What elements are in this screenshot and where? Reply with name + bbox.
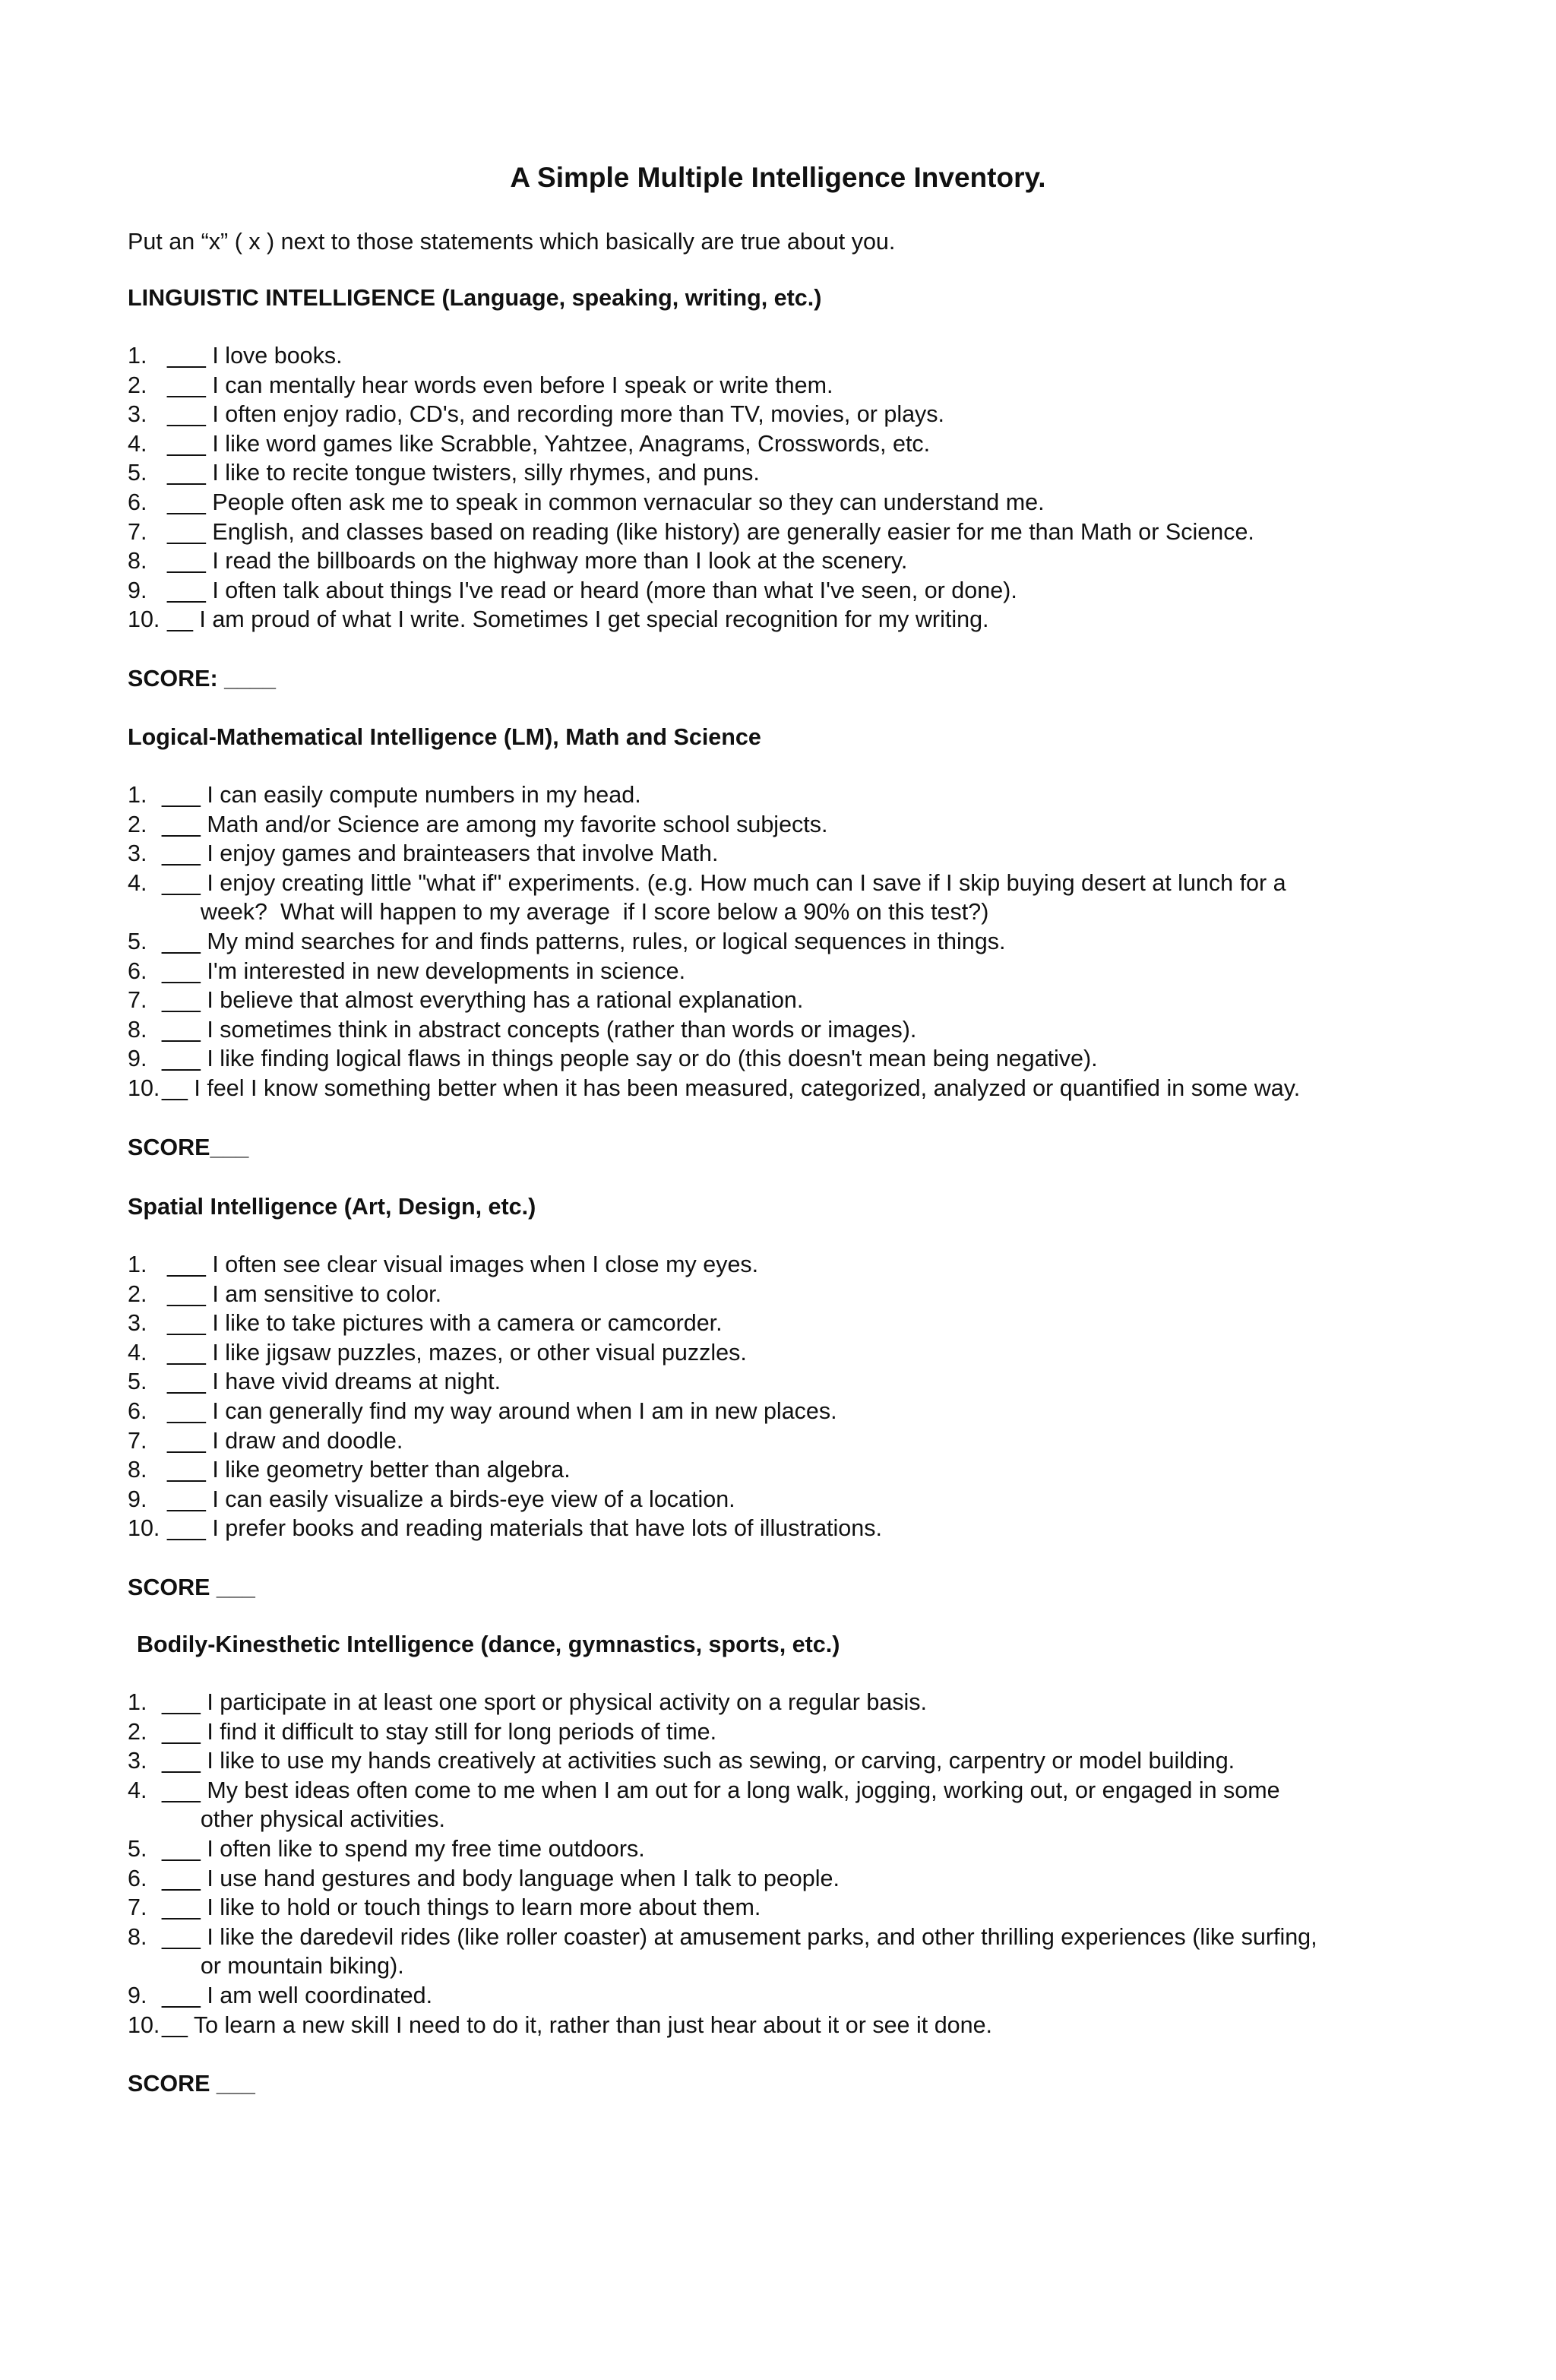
statement-text: ___ I enjoy games and brainteasers that involve Math. bbox=[162, 840, 719, 867]
statement-item bbox=[128, 957, 1434, 986]
statement-text: ___ I often talk about things I've read or heard (more than what I've seen, or done). bbox=[167, 577, 1017, 603]
statement-number: 3. bbox=[128, 1310, 147, 1337]
statement-number: 6. bbox=[128, 1865, 147, 1891]
statement-text: ___ I use hand gestures and body language when I talk to people. bbox=[162, 1865, 840, 1891]
statement-number: 5. bbox=[128, 928, 147, 954]
statement-item bbox=[128, 810, 1434, 840]
statement-text: __ I am proud of what I write. Sometimes I get special recognition for my writing. bbox=[167, 606, 989, 633]
statement-number: 10. bbox=[128, 606, 160, 633]
statement-number: 5. bbox=[128, 1835, 147, 1862]
statement-text: ___ My mind searches for and finds patterns, rules, or logical sequences in things. bbox=[162, 928, 1006, 954]
section-spatial bbox=[128, 1192, 1434, 1603]
statement-text: ___ English, and classes based on reading (like history) are generally easier for me than Math or Science. bbox=[167, 518, 1254, 545]
statement-number: 4. bbox=[128, 869, 147, 896]
statement-text: ___ I like geometry better than algebra. bbox=[167, 1457, 571, 1483]
statement-text: __ I feel I know something better when it has been measured, categorized, analyzed or quantified in some way. bbox=[162, 1074, 1301, 1101]
section-heading: Bodily-Kinesthetic Intelligence (dance, gymnastics, sports, etc.) bbox=[137, 1632, 840, 1657]
section-score: SCORE___ bbox=[128, 1134, 249, 1160]
statement-text: ___ I sometimes think in abstract concepts (rather than words or images). bbox=[162, 1016, 917, 1043]
statement-text: ___ I can generally find my way around when I am in new places. bbox=[167, 1397, 837, 1424]
statement-item bbox=[128, 2011, 1434, 2040]
statement-text: week? What will happen to my average if I score below a 90% on this test?) bbox=[162, 899, 989, 926]
statement-text: ___ I am well coordinated. bbox=[162, 1982, 433, 2008]
statement-number: 4. bbox=[128, 1777, 147, 1803]
statement-number: 10. bbox=[128, 1515, 160, 1542]
statement-item bbox=[128, 839, 1434, 869]
statement-text: ___ I believe that almost everything has a rational explanation. bbox=[162, 987, 804, 1014]
statement-item bbox=[128, 927, 1434, 957]
statement-item bbox=[128, 341, 1434, 371]
statement-item bbox=[128, 1455, 1434, 1485]
statement-text: ___ I like word games like Scrabble, Yahtzee, Anagrams, Crosswords, etc. bbox=[167, 430, 931, 457]
statement-item bbox=[128, 1514, 1434, 1543]
statement-item bbox=[128, 986, 1434, 1015]
statement-text: ___ I am sensitive to color. bbox=[167, 1280, 442, 1307]
statement-text: ___ I can easily compute numbers in my head. bbox=[162, 782, 641, 808]
statement-number: 9. bbox=[128, 577, 147, 603]
section-score: SCORE: ____ bbox=[128, 665, 276, 692]
statement-item bbox=[128, 1746, 1434, 1776]
statement-item bbox=[128, 1250, 1434, 1280]
statement-number: 7. bbox=[128, 518, 147, 545]
statement-text: ___ I participate in at least one sport or physical activity on a regular basis. bbox=[162, 1689, 928, 1715]
statement-item bbox=[128, 1309, 1434, 1338]
statement-item bbox=[128, 605, 1434, 635]
statement-text: ___ I enjoy creating little "what if" experiments. (e.g. How much can I save if I skip buying desert at lunch for a bbox=[162, 869, 1286, 896]
statement-text: ___ I often like to spend my free time outdoors. bbox=[162, 1835, 645, 1862]
statement-item bbox=[128, 780, 1434, 810]
statement-item bbox=[128, 576, 1434, 606]
statement-number: 5. bbox=[128, 1369, 147, 1395]
statement-number: 7. bbox=[128, 987, 147, 1014]
statement-number: 2. bbox=[128, 1718, 147, 1745]
statement-number bbox=[128, 1951, 162, 1981]
statement-text: ___ I have vivid dreams at night. bbox=[167, 1369, 501, 1395]
statement-number: 10. bbox=[128, 1074, 160, 1101]
statement-item bbox=[128, 546, 1434, 576]
statement-number: 1. bbox=[128, 1689, 147, 1715]
statement-item bbox=[128, 1367, 1434, 1397]
statement-text: __ To learn a new skill I need to do it, rather than just hear about it or see it done. bbox=[162, 2011, 993, 2038]
statement-list bbox=[128, 780, 1434, 1103]
statement-list bbox=[128, 1250, 1434, 1543]
statement-number: 6. bbox=[128, 1397, 147, 1424]
statement-item bbox=[128, 869, 1434, 898]
statement-text: ___ I often enjoy radio, CD's, and recording more than TV, movies, or plays. bbox=[167, 401, 945, 428]
statement-item bbox=[128, 1834, 1434, 1864]
statement-text: ___ I read the billboards on the highway more than I look at the scenery. bbox=[167, 548, 908, 574]
statement-item bbox=[128, 400, 1434, 429]
statement-number: 4. bbox=[128, 1339, 147, 1366]
statement-item-continuation bbox=[128, 1951, 1434, 1981]
statement-number: 6. bbox=[128, 957, 147, 984]
statement-number: 8. bbox=[128, 1016, 147, 1043]
statement-number: 3. bbox=[128, 401, 147, 428]
statement-item bbox=[128, 1044, 1434, 1074]
statement-number: 7. bbox=[128, 1427, 147, 1454]
statement-text: ___ My best ideas often come to me when I am out for a long walk, jogging, working out, or engaged in some bbox=[162, 1777, 1280, 1803]
statement-item bbox=[128, 1280, 1434, 1309]
statement-text: ___ I like jigsaw puzzles, mazes, or other visual puzzles. bbox=[167, 1339, 747, 1366]
statement-item bbox=[128, 1981, 1434, 2011]
statement-number: 2. bbox=[128, 811, 147, 837]
statement-text: ___ I love books. bbox=[167, 343, 343, 369]
statement-number: 5. bbox=[128, 460, 147, 486]
statement-item bbox=[128, 1864, 1434, 1894]
statement-number: 8. bbox=[128, 548, 147, 574]
statement-text: ___ People often ask me to speak in common vernacular so they can understand me. bbox=[167, 489, 1045, 515]
statement-number: 7. bbox=[128, 1894, 147, 1921]
section-bodily-kinesthetic bbox=[128, 1629, 1434, 2099]
statement-item bbox=[128, 1074, 1434, 1103]
section-linguistic bbox=[128, 283, 1434, 694]
statement-item bbox=[128, 488, 1434, 517]
statement-item bbox=[128, 371, 1434, 400]
statement-text: ___ I often see clear visual images when I close my eyes. bbox=[167, 1252, 759, 1277]
statement-number bbox=[128, 1805, 162, 1834]
statement-number: 9. bbox=[128, 1486, 147, 1512]
section-heading: Spatial Intelligence (Art, Design, etc.) bbox=[128, 1194, 536, 1220]
statement-item bbox=[128, 1338, 1434, 1368]
statement-item-continuation bbox=[128, 897, 1434, 927]
statement-number: 3. bbox=[128, 1748, 147, 1774]
statement-number: 1. bbox=[128, 782, 147, 808]
statement-number: 8. bbox=[128, 1923, 147, 1950]
section-score: SCORE ___ bbox=[128, 1574, 255, 1600]
statement-text: ___ I'm interested in new developments in science. bbox=[162, 957, 686, 984]
statement-text: ___ I like to recite tongue twisters, silly rhymes, and puns. bbox=[167, 460, 760, 486]
statement-list bbox=[128, 1688, 1434, 2040]
statement-text: other physical activities. bbox=[162, 1806, 445, 1833]
statement-number: 6. bbox=[128, 489, 147, 515]
statement-item bbox=[128, 1426, 1434, 1456]
section-logical-mathematical bbox=[128, 722, 1434, 1163]
statement-text: or mountain biking). bbox=[162, 1953, 404, 1980]
statement-text: ___ I find it difficult to stay still for long periods of time. bbox=[162, 1718, 717, 1745]
statement-item-continuation bbox=[128, 1805, 1434, 1834]
statement-text: ___ Math and/or Science are among my favorite school subjects. bbox=[162, 811, 828, 837]
statement-list bbox=[128, 341, 1434, 635]
statement-item bbox=[128, 1688, 1434, 1717]
statement-text: ___ I like to use my hands creatively at activities such as sewing, or carving, carpentry or model building. bbox=[162, 1748, 1235, 1774]
statement-item bbox=[128, 1015, 1434, 1045]
section-score: SCORE ___ bbox=[128, 2071, 255, 2097]
statement-number: 9. bbox=[128, 1046, 147, 1072]
document-title: A Simple Multiple Intelligence Inventory. bbox=[510, 162, 1046, 193]
statement-item bbox=[128, 1717, 1434, 1747]
statement-number: 4. bbox=[128, 430, 147, 457]
statement-number: 2. bbox=[128, 372, 147, 398]
instructions-text: Put an “x” ( x ) next to those statements which basically are true about you. bbox=[128, 229, 896, 255]
section-heading: Logical-Mathematical Intelligence (LM), Math and Science bbox=[128, 724, 761, 750]
statement-number: 1. bbox=[128, 343, 147, 369]
statement-number: 8. bbox=[128, 1457, 147, 1483]
statement-item bbox=[128, 1776, 1434, 1806]
statement-number: 10. bbox=[128, 2011, 160, 2038]
statement-text: ___ I like finding logical flaws in things people say or do (this doesn't mean being negative). bbox=[162, 1046, 1098, 1072]
section-heading: LINGUISTIC INTELLIGENCE (Language, speaking, writing, etc.) bbox=[128, 285, 822, 311]
statement-number: 2. bbox=[128, 1280, 147, 1307]
statement-text: ___ I like to take pictures with a camera or camcorder. bbox=[167, 1310, 723, 1337]
statement-item bbox=[128, 1485, 1434, 1514]
statement-number bbox=[128, 897, 162, 927]
statement-item bbox=[128, 1893, 1434, 1923]
statement-number: 1. bbox=[128, 1252, 147, 1277]
statement-item bbox=[128, 1923, 1434, 1952]
statement-text: ___ I like the daredevil rides (like roller coaster) at amusement parks, and other thrilling experiences (like surfing, bbox=[162, 1923, 1317, 1950]
statement-item bbox=[128, 429, 1434, 459]
statement-item bbox=[128, 517, 1434, 547]
statement-text: ___ I can easily visualize a birds-eye view of a location. bbox=[167, 1486, 735, 1512]
statement-text: ___ I prefer books and reading materials that have lots of illustrations. bbox=[167, 1515, 882, 1542]
statement-text: ___ I can mentally hear words even before I speak or write them. bbox=[167, 372, 833, 398]
statement-number: 3. bbox=[128, 840, 147, 867]
statement-text: ___ I draw and doodle. bbox=[167, 1427, 403, 1454]
statement-text: ___ I like to hold or touch things to learn more about them. bbox=[162, 1894, 761, 1921]
statement-item bbox=[128, 1397, 1434, 1426]
statement-number: 9. bbox=[128, 1982, 147, 2008]
statement-item bbox=[128, 458, 1434, 488]
